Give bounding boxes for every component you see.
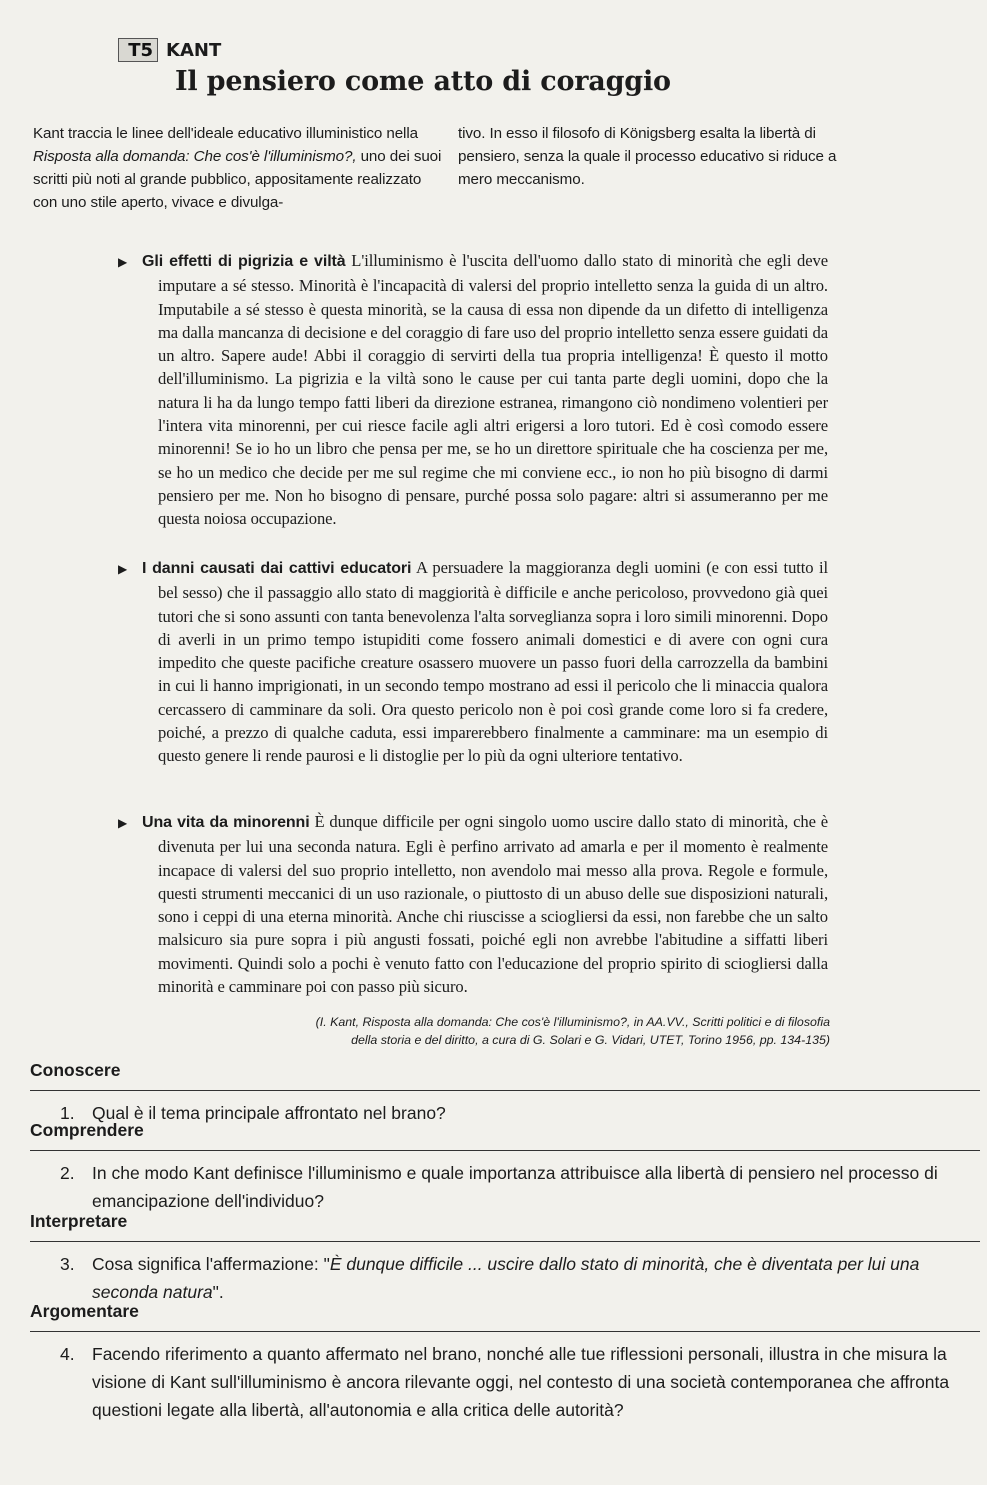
section-label: Interpretare (30, 1211, 128, 1231)
exercise-section-interpretare (30, 1211, 980, 1306)
paragraph-title: I danni causati dai cattivi educatori (142, 560, 412, 577)
question-text: Facendo riferimento a quanto affermato nel brano, nonché alle tue riflessioni personali, illustra in che misura la visione di Kant sull'illuminismo è ancora rilevante oggi, nel contesto di una società contemporanea che affronta questioni legate alla libertà, all'autonomia e alla critica delle autorità? (92, 1344, 950, 1420)
question-text: Qual è il tema principale affrontato nel brano? (92, 1103, 446, 1123)
source-citation (190, 1013, 830, 1049)
citation-line: della storia e del diritto, a cura di G. Solari e G. Vidari, UTET, Torino 1956, pp. 134-135) (351, 1033, 830, 1047)
question-number: 4. (60, 1344, 75, 1364)
section-divider (30, 1241, 980, 1242)
question-number: 2. (60, 1163, 75, 1183)
question (30, 1340, 980, 1424)
paragraph-text: A persuadere la maggioranza degli uomini (e con essi tutto il bel sesso) che il passaggio allo stato di maggiorità è difficile e anche pericoloso, provvedono già quei tutori che si sono assunti con tanta benevolenza l'alta sorveglianza sopra i loro simili minorenni. Dopo di averli in un primo tempo istupiditi come fossero animali domestici e di avere con ogni cura impedito che queste pacifiche creature osassero muovere un passo fuori della carrozzella da bambini in cui li hanno imprigionati, in un secondo tempo mostrano ad essi il pericolo che li minaccia qualora cercassero di camminare da soli. Ora questo pericolo non è poi così grande come loro si fa credere, poiché, a prezzo di qualche caduta, essi imparerebbero finalmente a camminare: ma un esempio di questo genere li rende paurosi e li distoglie per lo più da ogni ulteriore tentativo. (158, 558, 828, 766)
intro-column-left (33, 122, 448, 214)
section-divider (30, 1090, 980, 1091)
paragraph-text: È dunque difficile per ogni singolo uomo uscire dallo stato di minorità, che è divenuta per lui una seconda natura. Egli è perfino arrivato ad amarla e per il momento è realmente incapace di valersi del suo proprio intelletto, non avendolo mai messo alla prova. Regole e formule, questi strumenti meccanici di un uso razionale, o piuttosto di un abuso delle sue disposizioni naturali, sono i ceppi di una eterna minorità. Anche chi riuscisse a sciogliersi da essi, non farebbe che un salto malsicuro sia pure sopra i più angusti fossati, poiché egli non avrebbe l'abitudine a siffatti liberi movimenti. Quindi solo a pochi è venuto fatto con l'educazione del proprio spirito di sciogliersi dalla minorità e camminare poi con passo più sicuro. (158, 812, 828, 997)
passage-paragraph: ▶ I danni causati dai cattivi educatori A persuadere la maggioranza degli uomini (e con essi tutto il bel sesso) che il passaggio allo stato di maggiorità è difficile e anche pericoloso, provvedono già quei tutori che si sono assunti con tanta benevolenza l'alta sorveglianza sopra i loro simili minorenni. Dopo di averli in un primo tempo istupiditi come fossero animali domestici e di avere con ogni cura impedito che queste pacifiche creature osassero muovere un passo fuori della carrozzella da bambini in cui li hanno imprigionati, in un secondo tempo mostrano ad essi il pericolo che li minaccia qualora cercassero di camminare da soli. Ora questo pericolo non è poi così grande come loro si fa credere, poiché, a prezzo di qualche caduta, essi imparerebbero finalmente a camminare: ma un esempio di questo genere li rende paurosi e li distoglie per lo più da ogni ulteriore tentativo. (118, 558, 828, 766)
question-text-end: ". (212, 1282, 224, 1302)
section-label: Conoscere (30, 1060, 121, 1080)
section-divider (30, 1150, 980, 1151)
exercise-section-comprendere (30, 1120, 980, 1215)
paragraph-title: Gli effetti di pigrizia e viltà (142, 253, 346, 270)
page-title: Il pensiero come atto di coraggio (175, 66, 671, 97)
question-number: 3. (60, 1254, 75, 1274)
passage-paragraph: ▶ Una vita da minorenni È dunque difficile per ogni singolo uomo uscire dallo stato di minorità, che è divenuta per lui una seconda natura. Egli è perfino arrivato ad amarla e per il momento è realmente incapace di valersi del suo proprio intelletto, non avendolo mai messo alla prova. Regole e formule, questi strumenti meccanici di un uso razionale, o piuttosto di un abuso delle sue disposizioni naturali, sono i ceppi di una eterna minorità. Anche chi riuscisse a sciogliersi da essi, non farebbe che un salto malsicuro sia pure sopra i più angusti fossati, poiché egli non avrebbe l'abitudine a siffatti liberi movimenti. Quindi solo a pochi è venuto fatto con l'educazione del proprio spirito di sciogliersi dalla minorità e camminare poi con passo più sicuro. (118, 812, 828, 997)
intro-text-continued: uno dei suoi scritti più noti al grande pubblico, appositamente realizzato con uno stile aperto, vivace e divulga- (33, 148, 442, 211)
question (30, 1159, 980, 1215)
intro-work-title: Risposta alla domanda: Che cos'è l'illuminismo?, (33, 148, 357, 165)
paragraph-text: L'illuminismo è l'uscita dell'uomo dallo stato di minorità che egli deve imputare a sé stesso. Minorità è l'incapacità di valersi del proprio intelletto senza la guida di un altro. Imputabile a sé stesso è questa minorità, se la causa di essa non dipende da un difetto di intelligenza ma dalla mancanza di decisione e del coraggio di fare uso del proprio intelletto senza essere guidati da un altro. Sapere aude! Abbi il coraggio di servirti della tua propria intelligenza! È questo il motto dell'illuminismo. La pigrizia e la viltà sono le cause per cui tanta parte degli uomini, dopo che la natura li ha da lungo tempo fatti liberi da direzione estranea, rimangono ciò nondimeno volentieri per l'intera vita minorenni, per cui riesce facile agli altri erigersi a loro tutori. Ed è così comodo essere minorenni! Se io ho un libro che pensa per me, se ho un direttore spirituale che ha coscienza per me, se ho un medico che decide per me sul regime che mi conviene ecc., io non ho più bisogno di darmi pensiero per me. Non ho bisogno di pensare, purché possa solo pagare: altri si assumeranno per me questa noiosa occupazione. (158, 251, 828, 529)
question-text: Cosa significa l'affermazione: " (92, 1254, 330, 1274)
question-number: 1. (60, 1103, 75, 1123)
intro-column-right: tivo. In esso il filosofo di Königsberg esalta la libertà di pensiero, senza la quale il processo educativo si riduce a mero meccanismo. (458, 125, 837, 188)
paragraph-title: Una vita da minorenni (142, 814, 310, 831)
exercise-section-argomentare (30, 1301, 980, 1424)
section-label: Argomentare (30, 1301, 139, 1321)
chapter-header (118, 38, 221, 62)
section-label: Comprendere (30, 1120, 144, 1140)
exercise-section-conoscere (30, 1060, 980, 1127)
question-text: In che modo Kant definisce l'illuminismo e quale importanza attribuisce alla libertà di pensiero nel processo di emancipazione dell'individuo? (92, 1163, 938, 1211)
text-number-badge: T5 (118, 38, 158, 62)
intro-text: Kant traccia le linee dell'ideale educativo illuministico nella (33, 125, 418, 142)
citation-line: (I. Kant, Risposta alla domanda: Che cos'è l'illuminismo?, in AA.VV., Scritti politici e di filosofia (315, 1015, 830, 1029)
question (30, 1250, 980, 1306)
section-divider (30, 1331, 980, 1332)
question-quote: È dunque difficile ... uscire dallo stato di minorità, che è diventata per lui una seconda natura (92, 1254, 920, 1302)
passage-paragraph: ▶ Gli effetti di pigrizia e viltà L'illuminismo è l'uscita dell'uomo dallo stato di minorità che egli deve imputare a sé stesso. Minorità è l'incapacità di valersi del proprio intelletto senza la guida di un altro. Imputabile a sé stesso è questa minorità, se la causa di essa non dipende da un difetto di intelligenza ma dalla mancanza di decisione e del coraggio di fare uso del proprio intelletto senza essere guidati da un altro. Sapere aude! Abbi il coraggio di servirti della tua propria intelligenza! È questo il motto dell'illuminismo. La pigrizia e la viltà sono le cause per cui tanta parte degli uomini, dopo che la natura li ha da lungo tempo fatti liberi da direzione estranea, rimangono ciò nondimeno volentieri per l'intera vita minorenni, per cui riesce facile agli altri erigersi a loro tutori. Ed è così comodo essere minorenni! Se io ho un libro che pensa per me, se ho un direttore spirituale che ha coscienza per me, se ho un medico che decide per me sul regime che mi conviene ecc., io non ho più bisogno di darmi pensiero per me. Non ho bisogno di pensare, purché possa solo pagare: altri si assumeranno per me questa noiosa occupazione. (118, 251, 828, 529)
author-name: KANT (166, 39, 222, 61)
